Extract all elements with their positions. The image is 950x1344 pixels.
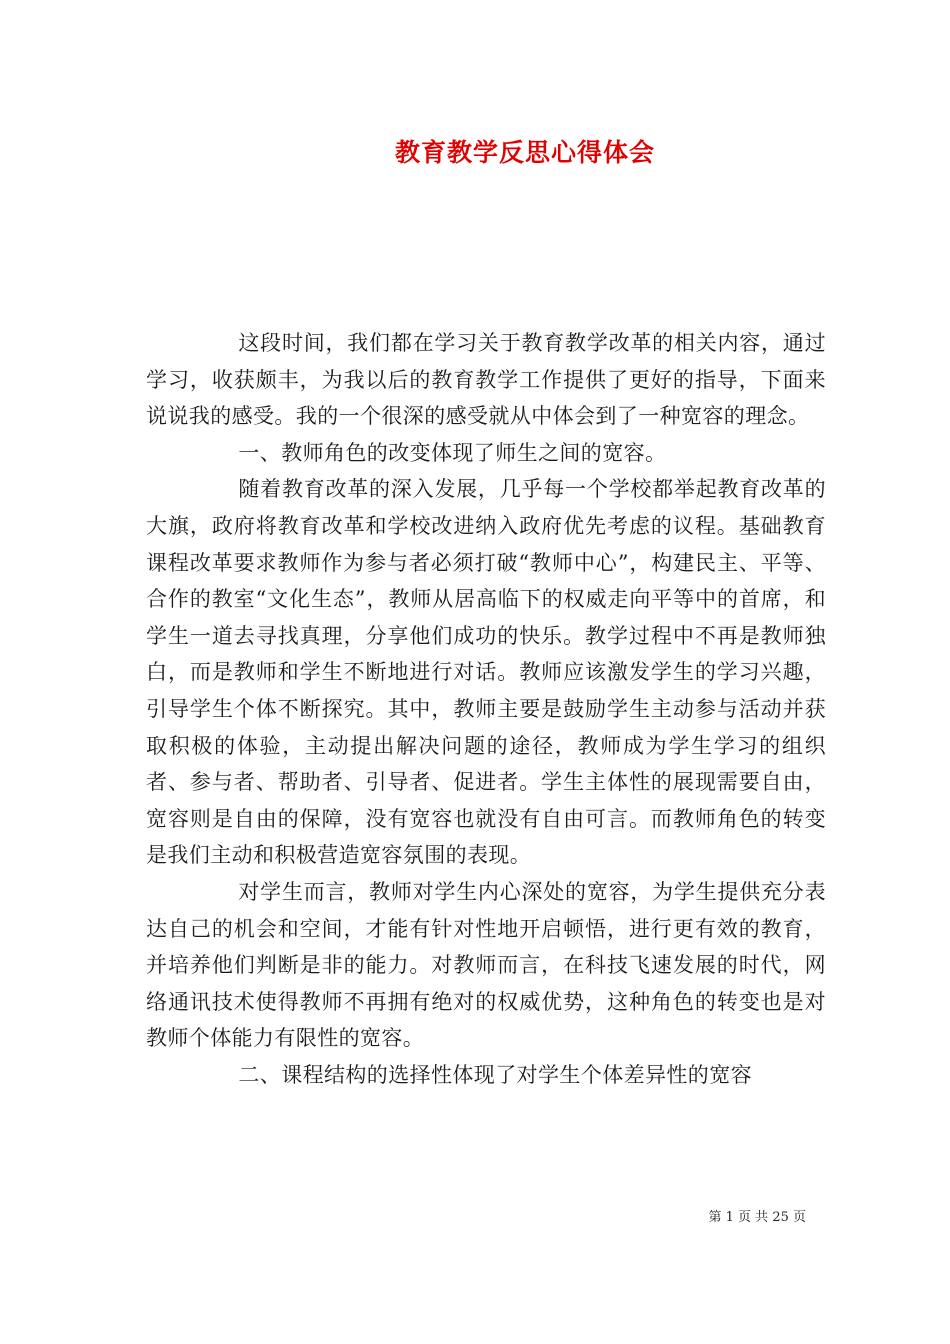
document-title: 教育教学反思心得体会 [394, 138, 655, 167]
section-heading-1: 一、教师角色的改变体现了师生之间的宽容。 [238, 440, 667, 465]
page-number-footer: 第 1 页 共 25 页 [708, 1210, 806, 1225]
paragraph-teacher-role: 随着教育改革的深入发展，几乎每一个学校都举起教育改革的大旗，政府将教育改革和学校改进纳入政府优先考虑的议程。基础教育课程改革要求教师作为参与者必须打破“教师中心”，构建民主、平等、合作的教室“文化生态”，教师从居高临下的权威走向平等中的首席，和学生一道去寻找真理，分享他们成功的快乐。教学过程中不再是教师独白，而是教师和学生不断地进行对话。教师应该激发学生的学习兴趣，引导学生个体不断探究。其中，教师主要是鼓励学生主动参与活动并获取积极的体验，主动提出解决问题的途径，教师成为学生学习的组织者、参与者、帮助者、引导者、促进者。学生主体性的展现需要自由，宽容则是自由的保障，没有宽容也就没有自由可言。而教师角色的转变是我们主动和积极营造宽容氛围的表现。 [146, 477, 826, 868]
section-heading-2: 二、课程结构的选择性体现了对学生个体差异性的宽容 [238, 1062, 752, 1087]
document-body [146, 325, 826, 1093]
paragraph-intro: 这段时间，我们都在学习关于教育教学改革的相关内容，通过学习，收获颇丰，为我以后的教育教学工作提供了更好的指导，下面来说说我的感受。我的一个很深的感受就从中体会到了一种宽容的理念。 [146, 331, 826, 429]
paragraph-student-tolerance: 对学生而言，教师对学生内心深处的宽容，为学生提供充分表达自己的机会和空间，才能有针对性地开启顿悟，进行更有效的教育，并培养他们判断是非的能力。对教师而言，在科技飞速发展的时代，网络通讯技术使得教师不再拥有绝对的权威优势，这种角色的转变也是对教师个体能力有限性的宽容。 [146, 879, 826, 1051]
